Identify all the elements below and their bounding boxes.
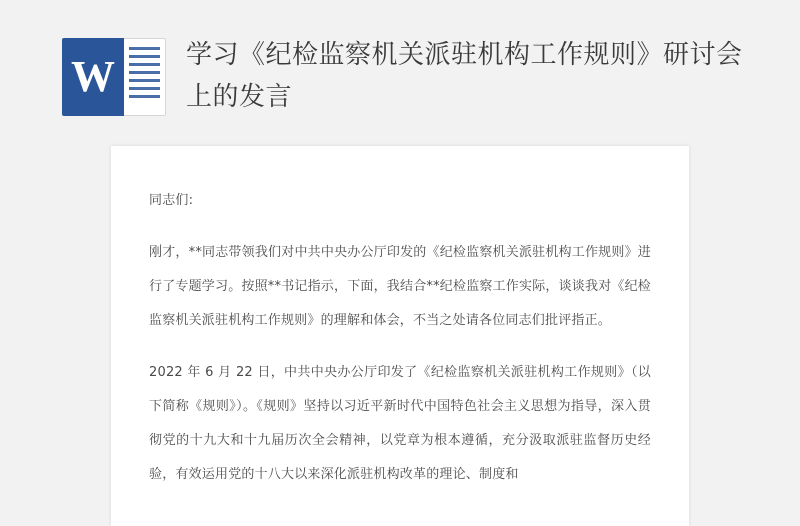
word-icon-line xyxy=(129,47,160,50)
word-icon-line xyxy=(129,87,160,90)
word-document-icon xyxy=(62,38,166,116)
word-icon-line xyxy=(129,79,160,82)
document-sheet xyxy=(111,146,689,526)
document-header xyxy=(0,0,800,146)
document-paragraph: 2022 年 6 月 22 日，中共中央办公厅印发了《纪检监察机关派驻机构工作规则》（以下简称《规则》）。《规则》坚持以习近平新时代中国特色社会主义思想为指导，深入贯彻党的十九大和十九届历次全会精神，以党章为根本遵循，充分汲取派驻监督历史经验，有效运用党的十八大以来深化派驻机构改革的理论、制度和 xyxy=(149,365,651,482)
page-title: 学习《纪检监察机关派驻机构工作规则》研讨会上的发言 xyxy=(186,40,743,112)
document-paragraph: 同志们: xyxy=(149,193,194,208)
document-paragraph: 刚才，**同志带领我们对中共中央办公厅印发的《纪检监察机关派驻机构工作规则》进行了专题学习。按照**书记指示，下面，我结合**纪检监察工作实际，谈谈我对《纪检监察机关派驻机构工作规则》的理解和体会，不当之处请各位同志们批评指正。 xyxy=(149,245,652,328)
word-icon-line xyxy=(129,55,160,58)
word-icon-line xyxy=(129,71,160,74)
word-icon-lines xyxy=(124,38,166,116)
word-icon-line xyxy=(129,63,160,66)
word-icon-line xyxy=(129,95,160,98)
word-icon-letter: W xyxy=(62,38,124,116)
